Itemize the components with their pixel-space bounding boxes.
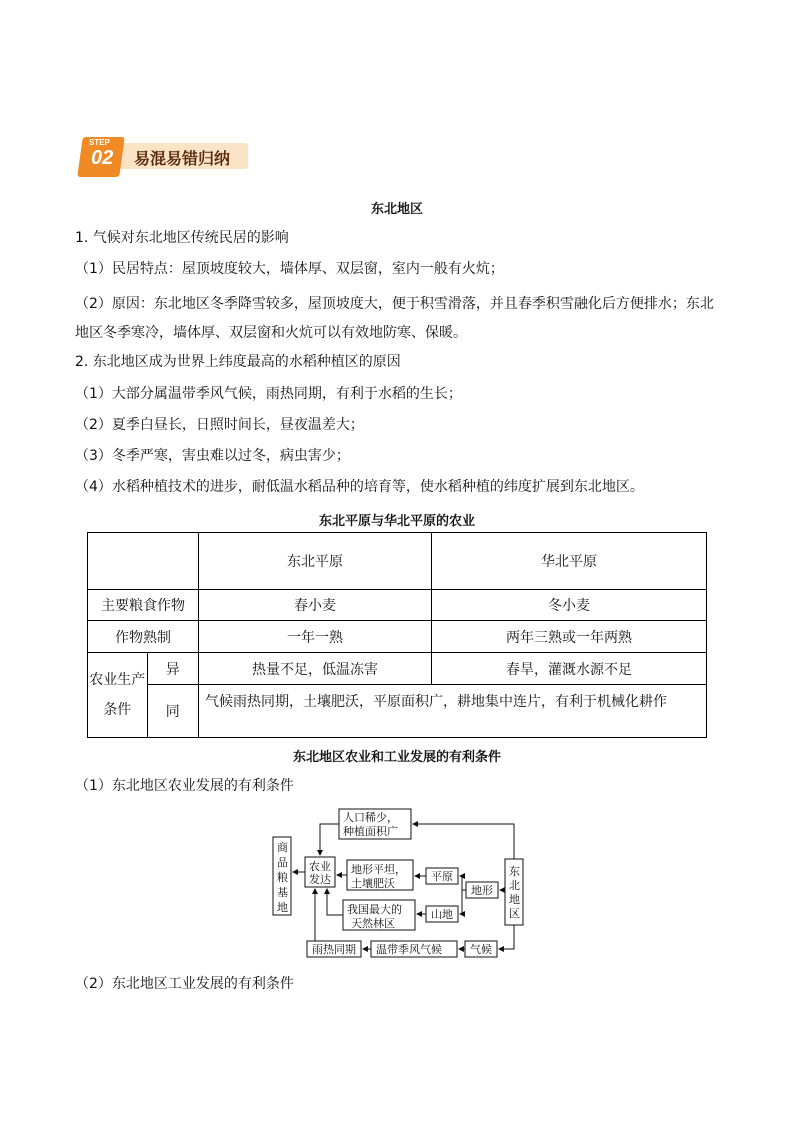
sub-heading-2: （2）东北地区工业发展的有利条件 [75, 976, 294, 992]
paragraph-7: （3）冬季严寒，害虫难以过冬，病虫害少； [75, 448, 350, 464]
agriculture-flow-diagram [265, 805, 535, 960]
table-row-label: 主要粮食作物 [88, 590, 199, 621]
table-sub-label: 异 [147, 653, 198, 685]
region-char: 东 北 地 区 [509, 865, 520, 920]
climate-text: 气候 [470, 943, 492, 956]
table-title: 东北平原与华北平原的农业 [318, 514, 475, 529]
paragraph-4: 2. 东北地区成为世界上纬度最高的水稻种植区的原因 [75, 354, 401, 370]
table-cell: 冬小麦 [432, 590, 707, 621]
sub-heading-1: （1）东北地区农业发展的有利条件 [75, 778, 294, 794]
table-cell: 春小麦 [199, 590, 432, 621]
flat-terrain-text: 地形平坦， 土壤肥沃 [351, 863, 406, 890]
badge-title: 易混易错归纳 [134, 149, 231, 168]
table-group-label: 农业生产条件 [88, 653, 148, 738]
table-corner-cell [88, 533, 199, 590]
paragraph-6: （2）夏季白昼长，日照时间长，昼夜温差大； [75, 417, 364, 433]
paragraph-2: （1）民居特点：屋顶坡度较大，墙体厚、双层窗，室内一般有火炕； [75, 261, 504, 277]
plain-text: 平原 [431, 870, 453, 883]
table-header-cell: 华北平原 [432, 533, 707, 590]
rain-heat-text: 雨热同期 [312, 943, 356, 956]
step-badge [80, 137, 250, 179]
table-cell: 热量不足，低温冻害 [199, 653, 432, 685]
agriculture-text: 农业 发达 [309, 860, 331, 886]
forest-text: 我国最大的 天然林区 [347, 903, 402, 930]
table-cell: 一年一熟 [199, 621, 432, 653]
comparison-table [87, 532, 707, 738]
table-cell: 气候雨热同期，土壤肥沃，平原面积广，耕地集中连片，有利于机械化耕作 [199, 685, 707, 738]
section2-title: 东北地区农业和工业发展的有利条件 [292, 750, 501, 765]
paragraph-3: （2）原因：东北地区冬季降雪较多，屋顶坡度大，便于积雪滑落，并且春季积雪融化后方便排水；东北地区冬季寒冷，墙体厚、双层窗和火炕可以有效地防寒、保暖。 [75, 296, 714, 341]
terrain-text: 地形 [471, 884, 493, 897]
badge-step-number: 02 [91, 147, 114, 169]
paragraph-8: （4）水稻种植技术的进步，耐低温水稻品种的培育等，使水稻种植的纬度扩展到东北地区。 [75, 479, 644, 495]
table-cell: 春旱，灌溉水源不足 [432, 653, 707, 685]
commodity-char: 商 品 粮 基 地 [277, 841, 288, 914]
paragraph-1: 1. 气候对东北地区传统民居的影响 [75, 230, 289, 246]
table-header-cell: 东北平原 [199, 533, 432, 590]
badge-step-label: STEP [89, 138, 110, 147]
paragraph-5: （1）大部分属温带季风气候，雨热同期，有利于水稻的生长； [75, 386, 462, 402]
mountain-text: 山地 [431, 908, 453, 921]
table-cell: 两年三熟或一年两熟 [432, 621, 707, 653]
table-sub-label: 同 [147, 685, 198, 738]
table-row-label: 作物熟制 [88, 621, 199, 653]
monsoon-text: 温带季风气候 [376, 943, 442, 956]
population-text: 人口稀少， 种植面积广 [343, 811, 398, 838]
section-title: 东北地区 [370, 202, 423, 217]
